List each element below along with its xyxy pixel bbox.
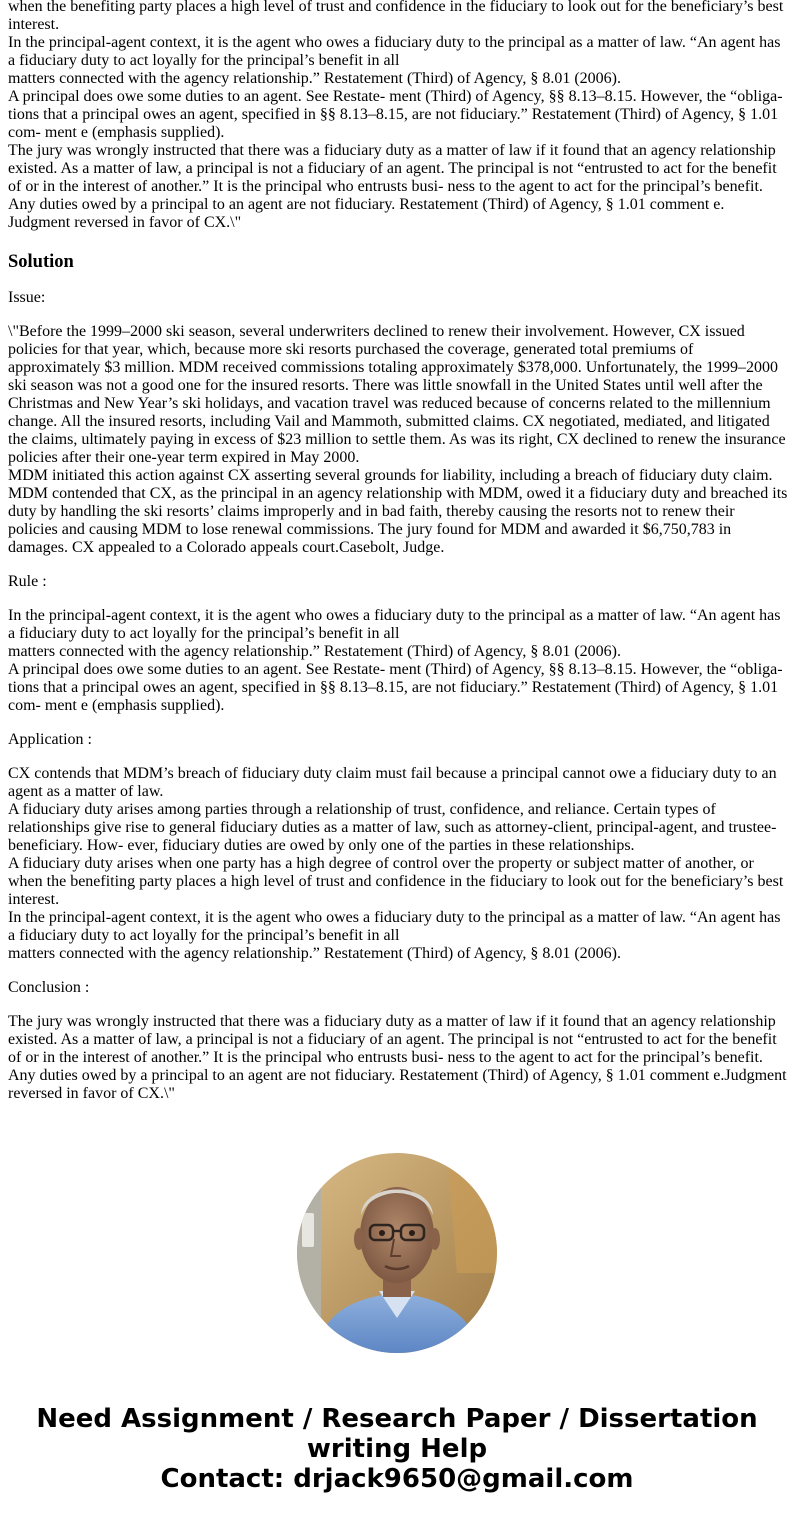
issue-paragraph: MDM initiated this action against CX asserting several grounds for liability, including a breach of fiduciary duty claim. MDM contended that CX, as the principal in an agency relationship with MDM, owed it a fiduciary duty and breached its duty by handling the ski resorts’ claims improperly and in bad faith, thereby causing the resorts not to renew their policies and causing MDM to lose renewal commissions. The jury found for MDM and awarded it $6,750,783 in damages. CX appealed to a Colorado appeals court.Casebolt, Judge. (8, 467, 788, 556)
intro-paragraph: Judgment reversed in favor of CX.\" (8, 214, 242, 231)
issue-paragraph: \"Before the 1999–2000 ski season, several underwriters declined to renew their involvement. However, CX issued policies for that year, which, because more ski resorts purchased the coverage, generated total premiums of approximately $3 million. MDM received commissions totaling approximately $378,000. Unfortunately, the 1999–2000 ski season was not a good one for the insured resorts. There was little snowfall in the United States until well after the Christmas and New Year’s ski holidays, and vacation travel was reduced because of concerns related to the millennium change. All the insured resorts, including Vail and Mammoth, submitted claims. CX negotiated, mediated, and litigated the claims, ultimately paying in excess of $23 million to settle them. As was its right, CX declined to renew the insurance policies after their one-year term expired in May 2000. (8, 323, 786, 466)
promo-contact: Contact: drjack9650@gmail.com (160, 1464, 634, 1494)
conclusion-section (8, 1013, 788, 1103)
issue-section (8, 323, 788, 557)
conclusion-paragraph: The jury was wrongly instructed that there was a fiduciary duty as a matter of law if it found that an agency relationship existed. As a matter of law, a principal is not a fiduciary of an agent. The principal is not “entrusted to act for the benefit of or in the interest of another.” It is the principal who entrusts busi- ness to the agent to act for the principal’s benefit. Any duties owed by a principal to an agent are not fiduciary. Restatement (Third) of Agency, § 1.01 comment e.Judgment reversed in favor of CX.\" (8, 1013, 787, 1102)
intro-paragraph: In the principal-agent context, it is the agent who owes a fiduciary duty to the principal as a matter of law. “An agent has a fiduciary duty to act loyally for the principal’s benefit in all (8, 34, 781, 69)
rule-paragraph: matters connected with the agency relationship.” Restatement (Third) of Agency, § 8.01 (2006). (8, 643, 621, 660)
intro-paragraph: matters connected with the agency relationship.” Restatement (Third) of Agency, § 8.01 (2006). (8, 70, 621, 87)
author-photo (297, 1153, 497, 1353)
application-section (8, 765, 788, 963)
rule-section (8, 607, 788, 715)
promo-line: writing Help (306, 1434, 488, 1464)
intro-paragraph: A principal does owe some duties to an agent. See Restate- ment (Third) of Agency, §§ 8.13–8.15. However, the “obliga- tions that a principal owes an agent, specified in §§ 8.13–8.15, are not fiduciary.” Restatement (Third) of Agency, § 1.01 com- ment e (emphasis supplied). (8, 88, 783, 141)
intro-paragraph: Any duties owed by a principal to an agent are not fiduciary. Restatement (Third) of Agency, § 1.01 comment e. (8, 196, 725, 213)
issue-label: Issue: (8, 289, 46, 306)
intro-section (8, 0, 788, 232)
rule-paragraph: In the principal-agent context, it is the agent who owes a fiduciary duty to the principal as a matter of law. “An agent has a fiduciary duty to act loyally for the principal’s benefit in all (8, 607, 781, 642)
application-paragraph: A fiduciary duty arises among parties through a relationship of trust, confidence, and reliance. Certain types of relationships give rise to general fiduciary duties as a matter of law, such as attorney-client, principal-agent, and trustee-beneficiary. How- ever, fiduciary duties are owed by only one of the parties in these relationships. (8, 801, 777, 854)
rule-paragraph: A principal does owe some duties to an agent. See Restate- ment (Third) of Agency, §§ 8.13–8.15. However, the “obliga- tions that a principal owes an agent, specified in §§ 8.13–8.15, are not fiduciary.” Restatement (Third) of Agency, § 1.01 com- ment e (emphasis supplied). (8, 661, 783, 714)
application-paragraph: CX contends that MDM’s breach of fiduciary duty claim must fail because a principal cannot owe a fiduciary duty to an agent as a matter of law. (8, 765, 777, 800)
promo-line: Need Assignment / Research Paper / Dissertation (36, 1404, 758, 1434)
intro-paragraph: The jury was wrongly instructed that there was a fiduciary duty as a matter of law if it found that an agency relationship existed. As a matter of law, a principal is not a fiduciary of an agent. The principal is not “entrusted to act for the benefit of or in the interest of another.” It is the principal who entrusts busi- ness to the agent to act for the principal’s benefit. (8, 142, 777, 195)
application-paragraph: In the principal-agent context, it is the agent who owes a fiduciary duty to the principal as a matter of law. “An agent has a fiduciary duty to act loyally for the principal’s benefit in all (8, 909, 781, 944)
application-paragraph: matters connected with the agency relationship.” Restatement (Third) of Agency, § 8.01 (2006). (8, 945, 621, 962)
author-portrait-image (297, 1153, 497, 1353)
rule-label: Rule : (8, 573, 47, 590)
intro-paragraph: when the benefiting party places a high level of trust and confidence in the fiduciary to look out for the beneficiary’s best interest. (8, 0, 784, 33)
solution-heading: Solution (8, 252, 74, 272)
application-label: Application : (8, 731, 92, 748)
application-paragraph: A fiduciary duty arises when one party has a high degree of control over the property or subject matter of another, or when the benefiting party places a high level of trust and confidence in the fiduciary to look out for the beneficiary’s best interest. (8, 855, 784, 908)
document-body (8, 0, 788, 1103)
promo-banner (0, 1404, 794, 1494)
conclusion-label: Conclusion : (8, 979, 90, 996)
